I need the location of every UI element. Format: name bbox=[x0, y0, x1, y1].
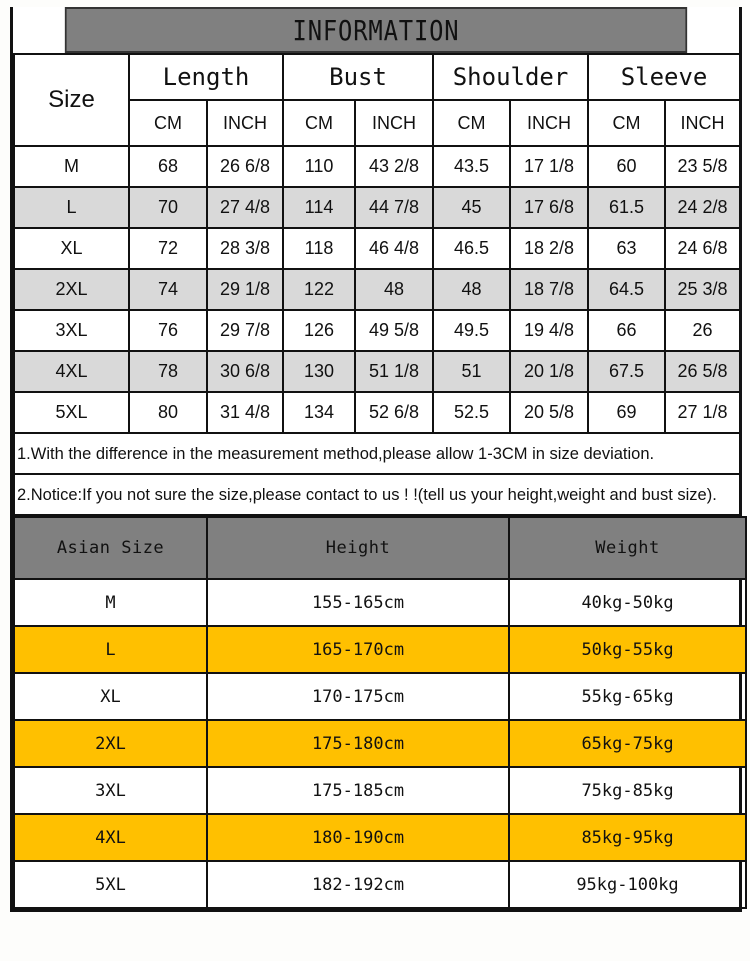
size-cell: 3XL bbox=[14, 310, 129, 351]
value-cell: 72 bbox=[129, 228, 207, 269]
value-cell: 23 5/8 bbox=[665, 146, 740, 187]
measurement-table bbox=[13, 53, 741, 516]
size-cell: 2XL bbox=[14, 269, 129, 310]
size-header: Size bbox=[14, 54, 129, 146]
height-header: Height bbox=[207, 517, 509, 579]
group-header-sleeve: Sleeve bbox=[588, 54, 740, 100]
weight-header: Weight bbox=[509, 517, 746, 579]
value-cell: 17 6/8 bbox=[510, 187, 588, 228]
value-cell: 46 4/8 bbox=[355, 228, 433, 269]
value-cell: 67.5 bbox=[588, 351, 665, 392]
note-row bbox=[14, 433, 740, 474]
value-cell: 43 2/8 bbox=[355, 146, 433, 187]
weight-cell: 65kg-75kg bbox=[509, 720, 746, 767]
value-cell: 27 1/8 bbox=[665, 392, 740, 433]
group-header-shoulder: Shoulder bbox=[433, 54, 588, 100]
table-row bbox=[14, 228, 740, 269]
value-cell: 27 4/8 bbox=[207, 187, 283, 228]
table-row bbox=[14, 269, 740, 310]
value-cell: 68 bbox=[129, 146, 207, 187]
value-cell: 74 bbox=[129, 269, 207, 310]
table-row bbox=[14, 720, 746, 767]
unit-header: CM bbox=[283, 100, 355, 146]
note-measurement-deviation: 1.With the difference in the measurement method,please allow 1-3CM in size deviation. bbox=[14, 433, 740, 474]
value-cell: 51 bbox=[433, 351, 510, 392]
weight-cell: 55kg-65kg bbox=[509, 673, 746, 720]
asian-size-header: Asian Size bbox=[14, 517, 207, 579]
table-row bbox=[14, 392, 740, 433]
table-row bbox=[14, 187, 740, 228]
value-cell: 19 4/8 bbox=[510, 310, 588, 351]
value-cell: 51 1/8 bbox=[355, 351, 433, 392]
value-cell: 18 2/8 bbox=[510, 228, 588, 269]
size-chart bbox=[10, 7, 742, 912]
value-cell: 66 bbox=[588, 310, 665, 351]
height-cell: 165-170cm bbox=[207, 626, 509, 673]
unit-header: CM bbox=[129, 100, 207, 146]
value-cell: 26 6/8 bbox=[207, 146, 283, 187]
value-cell: 48 bbox=[433, 269, 510, 310]
table-row bbox=[14, 861, 746, 908]
size-cell: L bbox=[14, 187, 129, 228]
table-row bbox=[14, 814, 746, 861]
value-cell: 26 bbox=[665, 310, 740, 351]
unit-header: INCH bbox=[355, 100, 433, 146]
value-cell: 70 bbox=[129, 187, 207, 228]
value-cell: 64.5 bbox=[588, 269, 665, 310]
value-cell: 31 4/8 bbox=[207, 392, 283, 433]
size-cell: XL bbox=[14, 673, 207, 720]
value-cell: 28 3/8 bbox=[207, 228, 283, 269]
value-cell: 43.5 bbox=[433, 146, 510, 187]
weight-cell: 95kg-100kg bbox=[509, 861, 746, 908]
height-cell: 155-165cm bbox=[207, 579, 509, 626]
note-contact-us: 2.Notice:If you not sure the size,please contact to us ! !(tell us your height,weight and bust size). bbox=[14, 474, 740, 515]
value-cell: 25 3/8 bbox=[665, 269, 740, 310]
value-cell: 30 6/8 bbox=[207, 351, 283, 392]
table-row bbox=[14, 146, 740, 187]
value-cell: 114 bbox=[283, 187, 355, 228]
value-cell: 29 7/8 bbox=[207, 310, 283, 351]
unit-header: INCH bbox=[665, 100, 740, 146]
value-cell: 44 7/8 bbox=[355, 187, 433, 228]
value-cell: 76 bbox=[129, 310, 207, 351]
table-row bbox=[14, 767, 746, 814]
weight-cell: 40kg-50kg bbox=[509, 579, 746, 626]
unit-header: CM bbox=[588, 100, 665, 146]
value-cell: 46.5 bbox=[433, 228, 510, 269]
table-row bbox=[14, 673, 746, 720]
height-cell: 182-192cm bbox=[207, 861, 509, 908]
table-row bbox=[14, 351, 740, 392]
table-row bbox=[14, 310, 740, 351]
asian-size-table bbox=[13, 516, 747, 909]
value-cell: 110 bbox=[283, 146, 355, 187]
value-cell: 69 bbox=[588, 392, 665, 433]
value-cell: 49.5 bbox=[433, 310, 510, 351]
size-cell: XL bbox=[14, 228, 129, 269]
height-cell: 170-175cm bbox=[207, 673, 509, 720]
value-cell: 52.5 bbox=[433, 392, 510, 433]
value-cell: 20 1/8 bbox=[510, 351, 588, 392]
size-cell: M bbox=[14, 579, 207, 626]
value-cell: 24 6/8 bbox=[665, 228, 740, 269]
note-row bbox=[14, 474, 740, 515]
weight-cell: 85kg-95kg bbox=[509, 814, 746, 861]
value-cell: 130 bbox=[283, 351, 355, 392]
value-cell: 60 bbox=[588, 146, 665, 187]
table-row bbox=[14, 579, 746, 626]
size-cell: 4XL bbox=[14, 351, 129, 392]
value-cell: 78 bbox=[129, 351, 207, 392]
height-cell: 175-180cm bbox=[207, 720, 509, 767]
height-cell: 175-185cm bbox=[207, 767, 509, 814]
page-title bbox=[65, 7, 687, 53]
group-header-length: Length bbox=[129, 54, 283, 100]
value-cell: 63 bbox=[588, 228, 665, 269]
unit-header: INCH bbox=[207, 100, 283, 146]
value-cell: 126 bbox=[283, 310, 355, 351]
size-cell: M bbox=[14, 146, 129, 187]
value-cell: 80 bbox=[129, 392, 207, 433]
value-cell: 29 1/8 bbox=[207, 269, 283, 310]
value-cell: 122 bbox=[283, 269, 355, 310]
value-cell: 45 bbox=[433, 187, 510, 228]
unit-header: CM bbox=[433, 100, 510, 146]
group-header-bust: Bust bbox=[283, 54, 433, 100]
size-cell: 5XL bbox=[14, 392, 129, 433]
weight-cell: 75kg-85kg bbox=[509, 767, 746, 814]
value-cell: 18 7/8 bbox=[510, 269, 588, 310]
value-cell: 20 5/8 bbox=[510, 392, 588, 433]
size-cell: L bbox=[14, 626, 207, 673]
weight-cell: 50kg-55kg bbox=[509, 626, 746, 673]
size-cell: 2XL bbox=[14, 720, 207, 767]
value-cell: 49 5/8 bbox=[355, 310, 433, 351]
value-cell: 24 2/8 bbox=[665, 187, 740, 228]
value-cell: 48 bbox=[355, 269, 433, 310]
value-cell: 17 1/8 bbox=[510, 146, 588, 187]
height-cell: 180-190cm bbox=[207, 814, 509, 861]
value-cell: 61.5 bbox=[588, 187, 665, 228]
size-cell: 3XL bbox=[14, 767, 207, 814]
size-cell: 5XL bbox=[14, 861, 207, 908]
value-cell: 52 6/8 bbox=[355, 392, 433, 433]
size-cell: 4XL bbox=[14, 814, 207, 861]
unit-header: INCH bbox=[510, 100, 588, 146]
value-cell: 134 bbox=[283, 392, 355, 433]
table-row bbox=[14, 626, 746, 673]
title-text: INFORMATION bbox=[292, 13, 460, 47]
value-cell: 118 bbox=[283, 228, 355, 269]
value-cell: 26 5/8 bbox=[665, 351, 740, 392]
